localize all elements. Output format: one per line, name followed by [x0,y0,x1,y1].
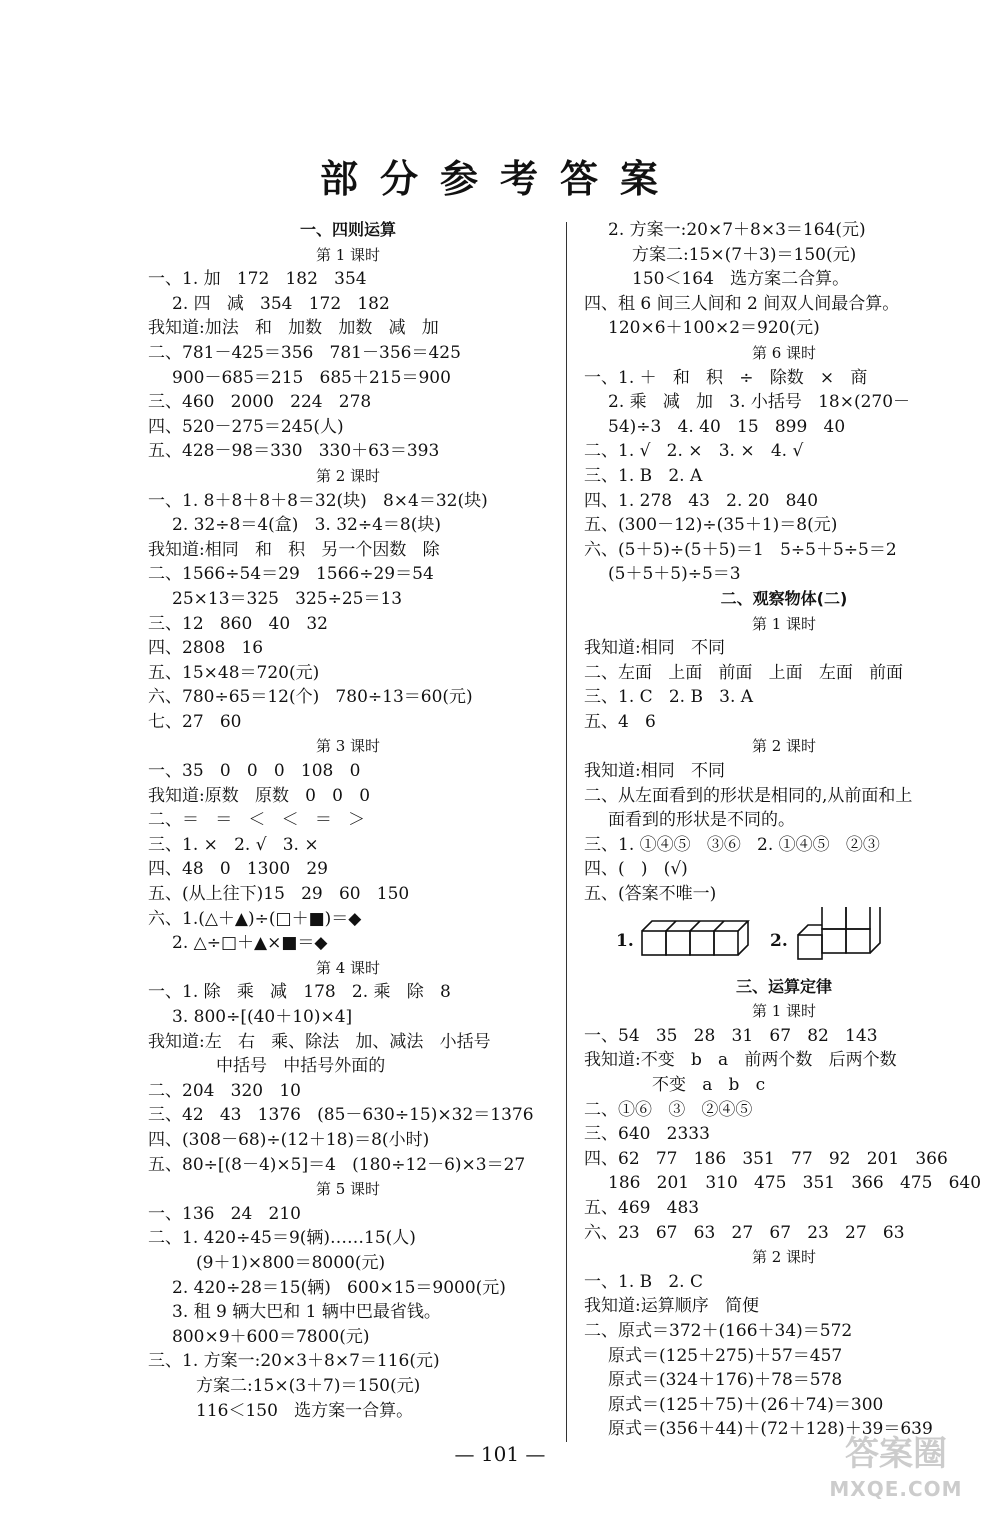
answer-line: 三、1. 方案一:20×3＋8×7＝116(元) [148,1351,440,1372]
answer-line: 五、469 483 [584,1197,700,1218]
lesson-heading: 第 1 课时 [315,245,381,264]
answer-line: 方案二:15×(7＋3)＝150(元) [632,244,857,265]
answer-line: 原式＝(324＋176)＋78＝578 [608,1370,843,1391]
answer-line: 四、62 77 186 351 77 92 201 366 [584,1148,948,1169]
answer-line: 二、①⑥ ③ ②④⑤ [584,1099,753,1120]
answer-line: (5＋5＋5)÷5＝3 [608,564,741,585]
answer-line: 3. 租 9 辆大巴和 1 辆中巴最省钱。 [172,1302,441,1323]
answer-line: 六、780÷65＝12(个) 780÷13＝60(元) [148,687,473,708]
answer-line: 方案二:15×(3＋7)＝150(元) [196,1375,421,1396]
page-number: — 101 — [454,1442,546,1466]
answer-line: 不变 a b c [652,1075,766,1095]
answer-line: 三、640 2333 [584,1124,710,1145]
answer-line: 三、1. B 2. A [584,465,703,486]
right-column [584,218,984,1442]
answer-line: 我知道:相同 不同 [584,761,725,782]
answer-line: 三、12 860 40 32 [148,613,328,634]
answer-line: 2. 四 减 354 172 182 [172,293,390,314]
watermark-text-bottom: MXQE.COM [829,1477,963,1501]
cube-figure-2 [796,907,896,967]
answer-line: 二、1. √ 2. × 3. × 4. √ [584,441,804,462]
answer-line: 我知道:相同 不同 [584,638,725,659]
section-heading: 二、观察物体(二) [720,588,848,608]
page-title: 部分参考答案 [319,157,680,201]
answer-line: 五、(答案不唯一) [584,884,717,905]
answer-line: 一、1. 8＋8＋8＋8＝32(块) 8×4＝32(块) [148,490,488,511]
answer-line: 五、15×48＝720(元) [148,662,320,683]
lesson-heading: 第 5 课时 [315,1180,381,1199]
answer-line: 2. 乘 减 加 3. 小括号 18×(270－ [608,392,911,413]
answer-line: 186 201 310 475 351 366 475 640 [608,1173,982,1194]
answer-line: 三、42 43 1376 (85－630÷15)×32＝1376 [148,1105,534,1126]
answer-line: 五、428－98＝330 330＋63＝393 [148,441,440,462]
answer-line: 一、1. 除 乘 减 178 2. 乘 除 8 [148,982,451,1003]
answer-line: 四、2808 16 [148,638,264,659]
answer-line: 我知道:相同 和 积 另一个因数 除 [148,539,440,560]
cube-figure-1 [640,915,760,967]
figure-label-2: 2. [770,930,788,951]
answer-line: 一、1. ＋ 和 积 ÷ 除数 × 商 [584,367,868,388]
answer-line: 四、1. 278 43 2. 20 840 [584,490,819,511]
answer-line: 二、从左面看到的形状是相同的,从前面和上 [584,785,913,806]
answer-line: 原式＝(125＋275)＋57＝457 [608,1345,843,1366]
answer-line: 三、1. ①④⑤ ③⑥ 2. ①④⑤ ②③ [584,834,880,855]
answer-line: 四、( ) (√) [584,859,688,880]
answer-line: 我知道:运算顺序 简便 [584,1296,759,1317]
answer-line: 一、54 35 28 31 67 82 143 [584,1025,878,1046]
answer-line: 七、27 60 [148,711,242,732]
answer-line: 900－685＝215 685＋215＝900 [172,367,451,388]
answer-line: 25×13＝325 325÷25＝13 [172,588,403,609]
lesson-heading: 第 2 课时 [751,737,817,756]
right-column-bottom [584,975,984,1442]
answer-line: 中括号 中括号外面的 [216,1056,386,1077]
watermark-text-top: 答案圈 [845,1434,947,1474]
watermark-logo [806,1432,986,1512]
lesson-heading: 第 1 课时 [751,1002,817,1021]
answer-line: 我知道:加法 和 加数 加数 减 加 [148,318,439,339]
answer-line: 二、＝ ＝ ＜ ＜ ＝ ＞ [148,810,366,831]
answer-line: 二、原式＝372＋(166＋34)＝572 [584,1320,853,1341]
answer-line: 我知道:左 右 乘、除法 加、减法 小括号 [148,1031,491,1052]
answer-line: 一、35 0 0 0 108 0 [148,761,361,782]
cube-figures [584,907,984,975]
answer-line: 二、204 320 10 [148,1080,301,1101]
answer-line: 六、23 67 63 27 67 23 27 63 [584,1222,905,1243]
lesson-heading: 第 4 课时 [315,958,381,977]
answer-line: 116＜150 选方案一合算。 [196,1400,414,1421]
answer-line: 2. 方案一:20×7＋8×3＝164(元) [608,220,866,240]
answer-line: 一、136 24 210 [148,1203,301,1224]
answer-line: 120×6＋100×2＝920(元) [608,318,820,339]
answer-line: 三、460 2000 224 278 [148,392,372,413]
answer-line: 2. 32÷8＝4(盒) 3. 32÷4＝8(块) [172,515,442,536]
answer-line: (9＋1)×800＝8000(元) [196,1252,386,1273]
answer-line: 150＜164 选方案二合算。 [632,269,850,290]
section-heading: 三、运算定律 [735,976,832,996]
lesson-heading: 第 6 课时 [751,343,817,362]
answer-line: 四、租 6 间三人间和 2 间双人间最合算。 [584,293,900,314]
answer-line: 二、左面 上面 前面 上面 左面 前面 [584,662,904,683]
answer-line: 2. 420÷28＝15(辆) 600×15＝9000(元) [172,1277,506,1298]
answer-line: 四、48 0 1300 29 [148,859,328,880]
section-heading: 一、四则运算 [299,220,396,239]
answer-line: 原式＝(125＋75)＋(26＋74)＝300 [608,1394,884,1415]
answer-line: 2. △÷□＋▲×■＝◆ [172,933,328,954]
left-column [148,218,548,1423]
lesson-heading: 第 1 课时 [751,614,817,633]
answer-line: 二、1. 420÷45＝9(辆)……15(人) [148,1228,416,1249]
answer-line: 五、(300－12)÷(35＋1)＝8(元) [584,515,838,536]
lesson-heading: 第 2 课时 [751,1248,817,1267]
figure-label-1: 1. [616,930,634,951]
answer-line: 三、1. × 2. √ 3. × [148,834,319,855]
answer-line: 五、80÷[(8－4)×5]＝4 (180÷12－6)×3＝27 [148,1154,526,1175]
answer-line: 一、1. B 2. C [584,1271,703,1292]
answer-line: 六、1.(△＋▲)÷(□＋■)＝◆ [148,908,362,929]
answer-line: 54)÷3 4. 40 15 899 40 [608,416,846,437]
answer-line: 3. 800÷[(40＋10)×4] [172,1007,353,1027]
answer-line: 四、(308－68)÷(12＋18)＝8(小时) [148,1129,430,1150]
right-column-top [584,218,984,907]
answer-line: 二、781－425＝356 781－356＝425 [148,342,461,363]
lesson-heading: 第 2 课时 [315,466,381,485]
answer-line: 原式＝(356＋44)＋(72＋128)＋39＝639 [608,1419,933,1440]
answer-line: 五、(从上往下)15 29 60 150 [148,884,410,905]
column-divider [566,222,567,1442]
answer-line: 一、1. 加 172 182 354 [148,269,367,290]
answer-line: 三、1. C 2. B 3. A [584,687,754,708]
answer-line: 二、1566÷54＝29 1566÷29＝54 [148,564,434,585]
answer-line: 800×9＋600＝7800(元) [172,1326,370,1347]
answer-line: 我知道:原数 原数 0 0 0 [148,785,371,806]
answer-line: 我知道:不变 b a 前两个数 后两个数 [584,1050,897,1071]
lesson-heading: 第 3 课时 [315,737,381,756]
answer-line: 四、520－275＝245(人) [148,416,344,437]
answer-line: 五、4 6 [584,711,656,732]
answer-line: 面看到的形状是不同的。 [608,810,795,831]
answer-line: 六、(5＋5)÷(5＋5)＝1 5÷5＋5÷5＝2 [584,539,897,560]
